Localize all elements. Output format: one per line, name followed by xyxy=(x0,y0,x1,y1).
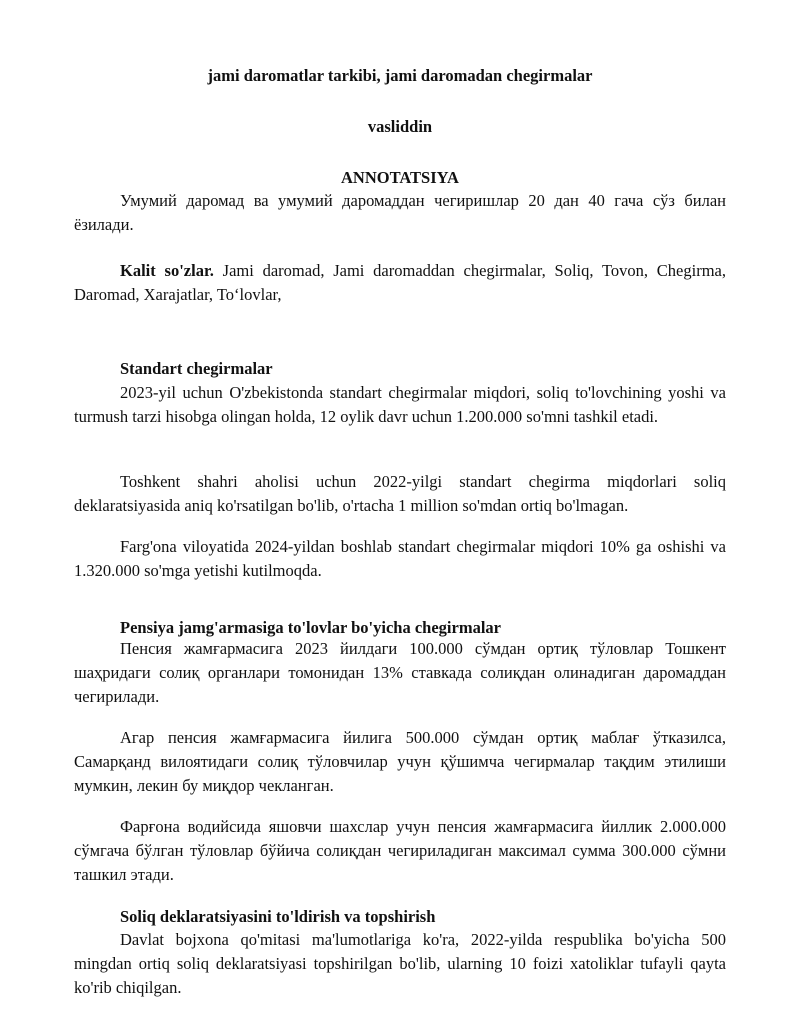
paragraph: Farg'ona viloyatida 2024-yildan boshlab standart chegirmalar miqdori 10% ga oshishi va 1.320.000 so'mga yetishi kutilmoqda. xyxy=(74,537,726,580)
document-title: jami daromatlar tarkibi, jami daromadan chegirmalar xyxy=(207,66,593,85)
annotation-paragraph: Умумий даромад ва умумий даромаддан чегиришлар 20 дан 40 гача сўз билан ёзилади. xyxy=(74,191,726,234)
section-heading-standard-deductions: Standart chegirmalar xyxy=(120,359,273,378)
keywords-label: Kalit so'zlar. xyxy=(120,261,214,280)
paragraph: Агар пенсия жамғармасига йилига 500.000 сўмдан ортиқ маблағ ўтказилса, Самарқанд вилоятидаги солиқ тўловчилар учун қўшимча чегирмалар тақдим этилиши мумкин, лекин бу миқдор чекланган. xyxy=(74,728,726,795)
keywords-paragraph xyxy=(74,259,726,307)
paragraph: Фарғона водийсида яшовчи шахслар учун пенсия жамғармасига йиллик 2.000.000 сўмгача бўлган тўловлар бўйича солиқдан чегириладиган максимал сумма 300.000 сўмни ташкил этади. xyxy=(74,817,726,884)
section-heading-tax-declaration: Soliq deklaratsiyasini to'ldirish va topshirish xyxy=(120,907,436,926)
keywords-list: Jami daromad, Jami daromaddan chegirmalar, Soliq, Tovon, Chegirma, Daromad, Xarajatlar, To‘lovlar, xyxy=(74,261,726,304)
author-name: vasliddin xyxy=(367,117,433,136)
paragraph: Пенсия жамғармасига 2023 йилдаги 100.000 сўмдан ортиқ тўловлар Тошкент шаҳридаги солиқ органлари томонидан 13% ставкада солиқдан олинадиган даромаддан чегирилади. xyxy=(74,639,726,706)
section-heading-pension-deductions: Pensiya jamg'armasiga to'lovlar bo'yicha chegirmalar xyxy=(120,618,501,637)
paragraph: Davlat bojxona qo'mitasi ma'lumotlariga ko'ra, 2022-yilda respublika bo'yicha 500 mingdan ortiq soliq deklaratsiyasi topshirilgan bo'lib, ularning 10 foizi xatoliklar tufayli qayta ko'rib chiqilgan. xyxy=(74,930,726,997)
paragraph: 2023-yil uchun O'zbekistonda standart chegirmalar miqdori, soliq to'lovchining yoshi va turmush tarzi hisobga olingan holda, 12 oylik davr uchun 1.200.000 so'mni tashkil etadi. xyxy=(74,383,726,426)
annotation-heading: ANNOTATSIYA xyxy=(341,168,459,187)
paragraph: Toshkent shahri aholisi uchun 2022-yilgi standart chegirma miqdorlari soliq deklaratsiyasida aniq ko'rsatilgan bo'lib, o'rtacha 1 million so'mdan ortiq bo'lmagan. xyxy=(74,472,726,515)
